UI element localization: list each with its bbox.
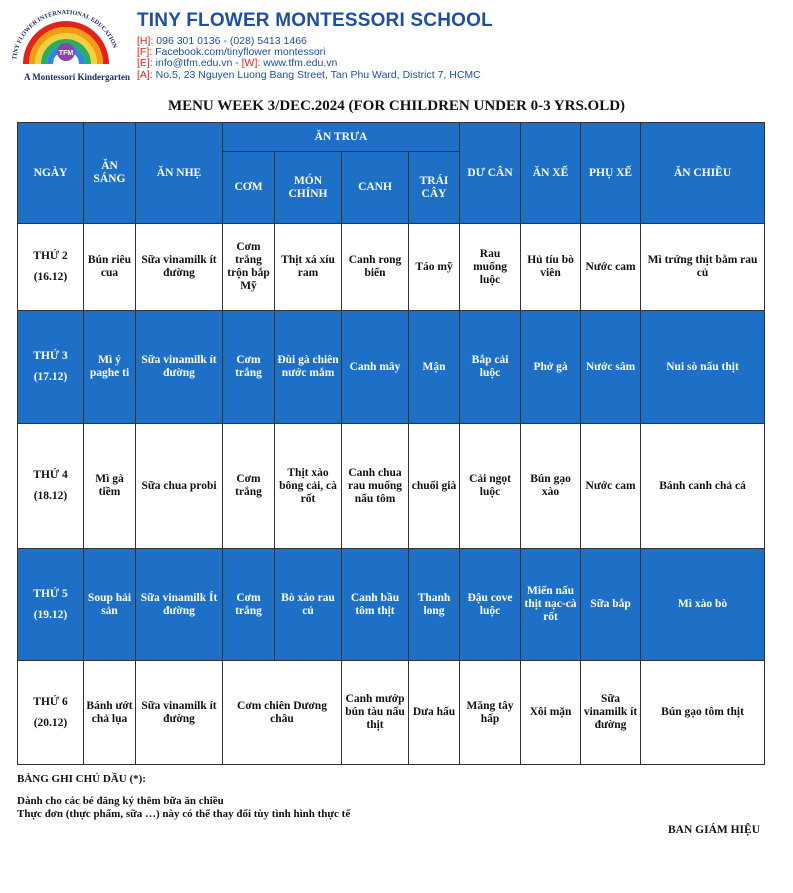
contact-email-web: [E]: info@tfm.edu.vn - [W]: www.tfm.edu.vn	[137, 57, 338, 70]
day-cell: THỨ 2 (16.12)	[18, 224, 84, 311]
du-can-cell: Rau muống luộc	[460, 224, 521, 311]
du-can-cell: Đậu cove luộc	[460, 549, 521, 661]
day-cell: THỨ 4 (18.12)	[18, 424, 84, 549]
canh-cell: Canh bầu tôm thịt	[342, 549, 409, 661]
menu-title: MENU WEEK 3/DEC.2024 (FOR CHILDREN UNDER 0-3 YRS.OLD)	[167, 98, 626, 114]
notes-section	[17, 773, 350, 821]
com-cell: Cơm trắng	[223, 424, 275, 549]
day-cell: THỨ 5 (19.12)	[18, 549, 84, 661]
header-du-can: DƯ CÂN	[460, 123, 521, 224]
an-sang-cell: Bánh ướt chả lụa	[84, 661, 136, 765]
rainbow-logo-icon	[10, 4, 135, 74]
header-com: CƠM	[223, 152, 275, 224]
phu-xe-cell: Nước cam	[581, 424, 641, 549]
du-can-cell: Cải ngọt luộc	[460, 424, 521, 549]
logo-arc-text: TINY FLOWER INTERNATIONAL EDUCATION	[11, 8, 119, 61]
com-cell: Cơm trắng	[223, 549, 275, 661]
an-nhe-cell: Sữa vinamilk Ít đường	[136, 549, 223, 661]
contact-facebook: [F]: Facebook.com/tinyflower montessori	[137, 46, 326, 59]
mon-chinh-cell: Thịt xá xíu ram	[275, 224, 342, 311]
day-cell: THỨ 3 (17.12)	[18, 311, 84, 424]
table-row	[18, 224, 765, 311]
contact-address: [A]: No.5, 23 Nguyen Luong Bang Street, Tan Phu Ward, District 7, HCMC	[137, 68, 481, 81]
notes-line-1: Dành cho các bé đăng ký thêm bữa ăn chiều	[17, 795, 224, 807]
an-nhe-cell: Sữa vinamilk ít đường	[136, 661, 223, 765]
page-header	[0, 0, 793, 92]
header-an-sang: ĂN SÁNG	[84, 123, 136, 224]
phu-xe-cell: Sữa vinamilk ít đường	[581, 661, 641, 765]
school-name: TINY FLOWER MONTESSORI SCHOOL	[137, 10, 493, 31]
logo-badge: TFM	[58, 50, 74, 57]
du-can-cell: Bắp cải luộc	[460, 311, 521, 424]
header-an-xe: ĂN XẾ	[521, 123, 581, 224]
an-nhe-cell: Sữa vinamilk ít đường	[136, 224, 223, 311]
table-row	[18, 424, 765, 549]
header-an-nhe: ĂN NHẸ	[136, 123, 223, 224]
canh-cell: Canh chua rau muống nấu tôm	[342, 424, 409, 549]
signature-label: BAN GIÁM HIỆU	[668, 824, 761, 836]
trai-cay-cell: Mận	[409, 311, 460, 424]
com-cell: Cơm trắng trộn bắp Mỹ	[223, 224, 275, 311]
an-sang-cell: Mì gà tiềm	[84, 424, 136, 549]
canh-cell: Canh mướp bún tàu nấu thịt	[342, 661, 409, 765]
canh-cell: Canh rong biển	[342, 224, 409, 311]
contact-info	[137, 36, 481, 81]
trai-cay-cell: Dưa hấu	[409, 661, 460, 765]
trai-cay-cell: Táo mỹ	[409, 224, 460, 311]
an-chieu-cell: Bánh canh chả cá	[641, 424, 765, 549]
notes-heading: BẢNG GHI CHÚ DẦU (*):	[17, 773, 146, 785]
du-can-cell: Măng tây hấp	[460, 661, 521, 765]
header-canh: CANH	[342, 152, 409, 224]
header-phu-xe: PHỤ XẾ	[581, 123, 641, 224]
trai-cay-cell: Thanh long	[409, 549, 460, 661]
an-sang-cell: Bún riêu cua	[84, 224, 136, 311]
header-mon-chinh: MÓN CHÍNH	[275, 152, 342, 224]
day-cell: THỨ 6 (20.12)	[18, 661, 84, 765]
an-sang-cell: Mì ý paghe ti	[84, 311, 136, 424]
table-row	[18, 661, 765, 765]
an-chieu-cell: Mì xào bò	[641, 549, 765, 661]
an-xe-cell: Phở gà	[521, 311, 581, 424]
header-ngay: NGÀY	[18, 123, 84, 224]
table-row	[18, 311, 765, 424]
com-cell: Cơm trắng	[223, 311, 275, 424]
an-sang-cell: Soup hải sản	[84, 549, 136, 661]
phu-xe-cell: Nước sâm	[581, 311, 641, 424]
an-chieu-cell: Nui sò nấu thịt	[641, 311, 765, 424]
logo-caption: A Montessori Kindergarten	[24, 72, 130, 82]
trai-cay-cell: chuối già	[409, 424, 460, 549]
mon-chinh-cell: Đùi gà chiên nước mắm	[275, 311, 342, 424]
notes-line-2: Thực đơn (thực phẩm, sữa …) này có thể thay đổi tùy tình hình thực tế	[17, 808, 351, 820]
canh-cell: Canh mây	[342, 311, 409, 424]
header-an-chieu: ĂN CHIỀU	[641, 123, 765, 224]
an-xe-cell: Miến nấu thịt nạc-cà rốt	[521, 549, 581, 661]
header-an-trua: ĂN TRƯA	[223, 123, 460, 152]
an-chieu-cell: Mì trứng thịt bằm rau củ	[641, 224, 765, 311]
contact-phone: [H]: 096 301 0136 - (028) 5413 1466	[137, 35, 307, 47]
phu-xe-cell: Nước cam	[581, 224, 641, 311]
an-xe-cell: Bún gạo xào	[521, 424, 581, 549]
mon-chinh-cell: Thịt xào bông cải, cà rốt	[275, 424, 342, 549]
an-xe-cell: Hủ tíu bò viên	[521, 224, 581, 311]
table-row	[18, 549, 765, 661]
an-nhe-cell: Sữa chua probi	[136, 424, 223, 549]
an-chieu-cell: Bún gạo tôm thịt	[641, 661, 765, 765]
phu-xe-cell: Sữa bắp	[581, 549, 641, 661]
mon-chinh-cell: Bò xào rau củ	[275, 549, 342, 661]
school-logo	[10, 4, 135, 88]
com-merged-cell: Cơm chiên Dương châu	[223, 661, 342, 765]
header-trai-cay: TRÁI CÂY	[409, 152, 460, 224]
an-nhe-cell: Sữa vinamilk ít đường	[136, 311, 223, 424]
an-xe-cell: Xôi mặn	[521, 661, 581, 765]
menu-table	[17, 122, 765, 765]
